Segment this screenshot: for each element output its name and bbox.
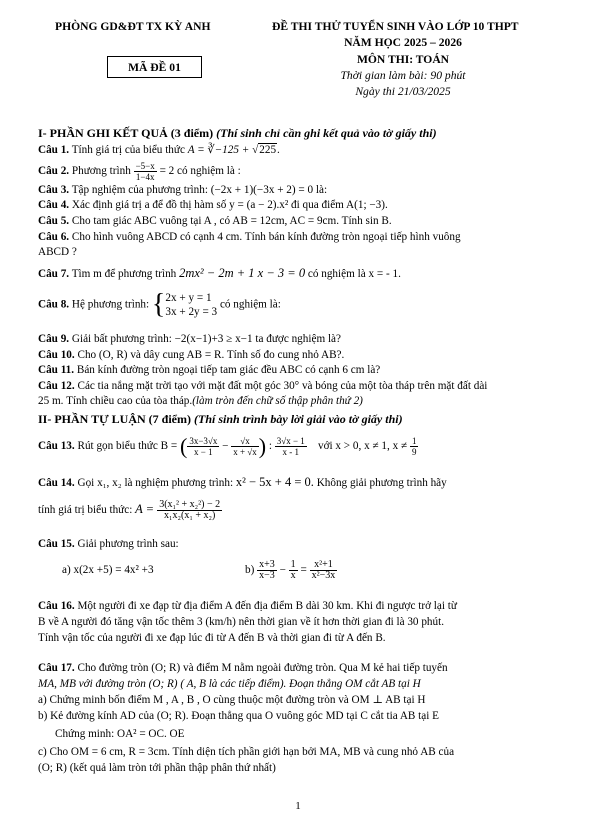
exam-code-box: MÃ ĐỀ 01 (107, 56, 202, 78)
question-6: Câu 6. Cho hình vuông ABCD có cạnh 4 cm. Tính bán kính đường tròn ngoại tiếp hình vuông (38, 231, 461, 243)
question-4: Câu 4. Xác định giá trị a để đồ thị hàm số y = (a − 2).x² đi qua điểm A(1; −3). (38, 199, 388, 211)
question-14: Câu 14. Gọi x₁, x₂ là nghiệm phương trình: x² − 5x + 4 = 0. Không giải phương trình hãy (38, 475, 447, 489)
question-16-line3: Tính vận tốc của người đi xe đạp lúc đi từ A đến B và thời gian đi từ A đến B. (38, 632, 386, 644)
question-9: Câu 9. Giải bất phương trình: −2(x−1)+3 ≥ x−1 ta được nghiệm là? (38, 333, 341, 345)
question-10: Câu 10. Cho (O, R) và dây cung AB = R. Tính số đo cung nhỏ AB?. (38, 349, 345, 361)
question-15b: b) $\frac{x+3}{x-3}$ − $\frac{1}{x}$ = $\frac{\text{x²+1}}{\text{x²−3x}}$ (245, 559, 336, 581)
question-11: Câu 11. Bán kính đường tròn ngoại tiếp tam giác đều ABC có cạnh 6 cm là? (38, 364, 381, 376)
department-name: PHÒNG GD&ĐT TX KỲ ANH (55, 20, 211, 33)
duration: Thời gian làm bài: 90 phút (340, 69, 466, 82)
question-17c-cont: (O; R) (kết quả làm tròn tới phần thập phân thứ nhất) (38, 762, 276, 774)
question-2: Câu 2. Phương trình $\frac{-5-x}{1-4x}$ = 2 có nghiệm là : (38, 161, 241, 182)
question-15a: a) x(2x +5) = 4x² +3 (62, 564, 154, 576)
question-17c: c) Cho OM = 6 cm, R = 3cm. Tính diện tích phần giới hạn bởi MA, MB và cung nhỏ AB của (38, 746, 455, 758)
question-8: Câu 8. Hệ phương trình: { 2x + y = 1 3x + 2y = 3 có nghiệm là: (38, 289, 281, 320)
question-12-cont: 25 m. Tính chiều cao của tòa tháp.(làm tròn đến chữ số thập phân thứ 2) (38, 395, 363, 407)
question-7: Câu 7. Tìm m để phương trình 2mx² − 2m + 1 x − 3 = 0 có nghiệm là x = - 1. (38, 266, 401, 280)
question-16: Câu 16. Một người đi xe đạp từ địa điểm A đến địa điểm B dài 30 km. Khi đi ngược trở lại từ (38, 600, 457, 612)
question-13: Câu 13. Rút gọn biểu thức B = ( $\frac{3x-3√x}{x - 1}$ − $\frac{√x}{x + √x}$ ) : $\frac{3√x - 1}{x - 1}$ với x > 0, x ≠ 1, x ≠ $\frac{1}{9}$ (38, 433, 417, 459)
question-3: Câu 3. Tập nghiệm của phương trình: (−2x + 1)(−3x + 2) = 0 là: (38, 184, 328, 196)
question-6-cont: ABCD ? (38, 246, 77, 258)
exam-date: Ngày thi 21/03/2025 (355, 85, 451, 98)
question-17a: a) Chứng minh bốn điểm M , A , B , O cùng thuộc một đường tròn và OM ⊥ AB tại H (38, 694, 426, 706)
question-17-line2: MA, MB với đường tròn (O; R) ( A, B là các tiếp điểm). Đoạn thẳng OM cắt AB tại H (38, 678, 421, 690)
exam-title: ĐỀ THI THỬ TUYỂN SINH VÀO LỚP 10 THPT (272, 20, 519, 33)
question-12: Câu 12. Các tia nắng mặt trời tạo với mặt đất một góc 30° và bóng của một tòa tháp trên mặt đất dài (38, 380, 488, 392)
question-14-cont: tính giá trị biểu thức: A = $\frac{\text{3(x₁² + x₂²) − 2}}{\text{x₁x₂(x₁ + x₂)}}$ (38, 499, 221, 521)
question-5: Câu 5. Cho tam giác ABC vuông tại A , có AB = 12cm, AC = 9cm. Tính sin B. (38, 215, 392, 227)
question-16-line2: B về A người đó tăng vận tốc thêm 3 (km/h) nên thời gian về ít hơn thời gian đi là 30 phút. (38, 616, 445, 628)
part1-heading: I- PHẦN GHI KẾT QUẢ (3 điểm) (Thí sinh chỉ cần ghi kết quả vào tờ giấy thi) (38, 126, 437, 140)
page-number: 1 (295, 800, 301, 812)
question-17: Câu 17. Cho đường tròn (O; R) và điểm M nằm ngoài đường tròn. Qua M kẻ hai tiếp tuyến (38, 662, 448, 674)
subject: MÔN THI: TOÁN (356, 53, 450, 66)
question-15: Câu 15. Giải phương trình sau: (38, 538, 179, 550)
school-year: NĂM HỌC 2025 – 2026 (344, 36, 462, 49)
part2-heading: II- PHẦN TỰ LUẬN (7 điểm) (Thí sinh trình bày lời giải vào tờ giấy thi) (38, 412, 403, 426)
question-17b-prove: Chứng minh: OA² = OC. OE (55, 728, 185, 740)
question-17b: b) Kẻ đường kính AD của (O; R). Đoạn thẳng qua O vuông góc MD tại C cắt tia AB tại E (38, 710, 439, 722)
question-1: Câu 1. Tính giá trị của biểu thức A = ∛−125 + √225. (38, 144, 280, 156)
